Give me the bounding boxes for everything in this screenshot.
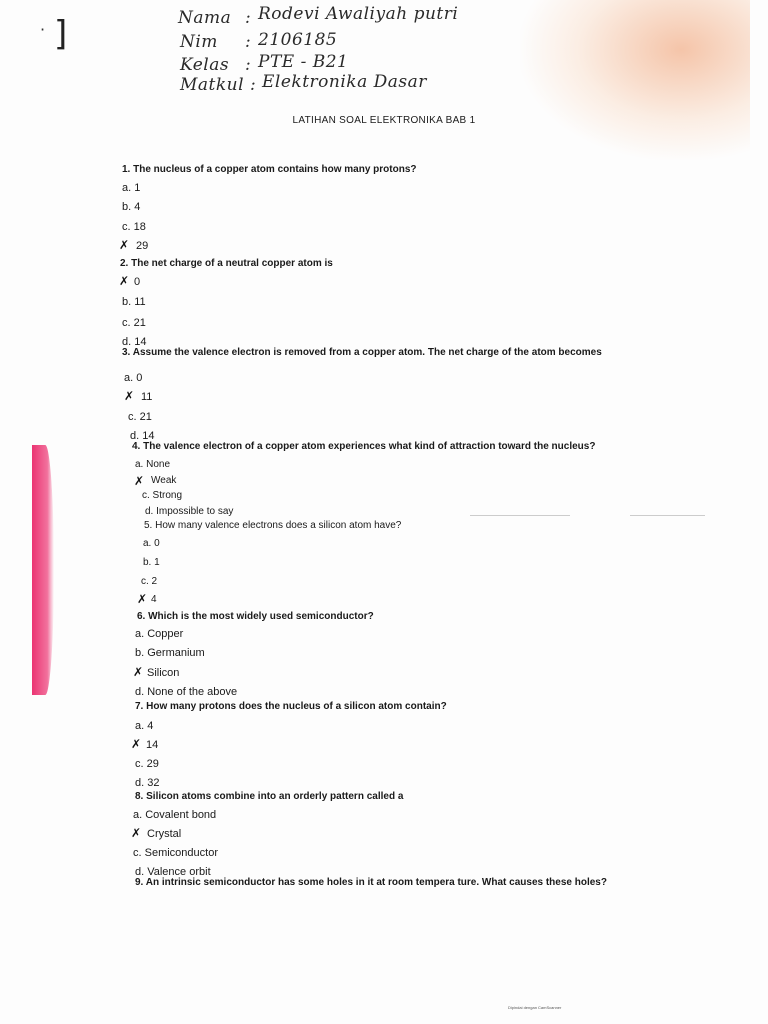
q1-option-c: c. 18 <box>122 221 146 233</box>
answer-cross-mark: ✗ <box>131 737 142 751</box>
q2-option-a: 0 <box>134 276 141 288</box>
kelas-value: PTE - B21 <box>258 52 349 72</box>
q6-option-c: Silicon <box>147 667 180 679</box>
q1-option-d: 29 <box>136 240 149 252</box>
matkul-value: Elektronika Dasar <box>262 72 427 92</box>
question-4: 4. The valence electron of a copper atom experiences what kind of attraction toward the nucleus? <box>132 441 596 452</box>
q7-option-b: 14 <box>146 739 159 751</box>
nama-label: Nama <box>178 8 232 28</box>
question-1: 1. The nucleus of a copper atom contains how many protons? <box>122 164 417 175</box>
q8-option-b: Crystal <box>147 828 182 840</box>
q1-option-a: a. 1 <box>122 182 141 194</box>
q2-option-c: c. 21 <box>122 317 146 329</box>
answer-cross-mark: ✗ <box>131 826 142 840</box>
q4-option-c: c. Strong <box>142 490 183 501</box>
q8-option-a: a. Covalent bond <box>133 809 217 821</box>
answer-cross-mark: ✗ <box>119 274 130 288</box>
faint-scan-line <box>470 515 570 516</box>
paper-stain <box>520 0 750 160</box>
question-5: 5. How many valence electrons does a silicon atom have? <box>144 520 402 531</box>
answer-cross-mark: ✗ <box>133 665 144 679</box>
matkul-label: Matkul <box>180 75 245 95</box>
bracket-mark: ] <box>54 14 68 54</box>
kelas-sep: : <box>245 55 252 75</box>
q8-option-c: c. Semiconductor <box>133 847 218 859</box>
q5-option-b: b. 1 <box>143 557 160 568</box>
stray-dot: · <box>40 20 46 39</box>
question-6: 6. Which is the most widely used semiconductor? <box>137 611 374 622</box>
q4-option-d: d. Impossible to say <box>145 506 234 517</box>
pink-page-edge <box>32 445 54 695</box>
q7-option-d: d. 32 <box>135 777 160 789</box>
scanner-watermark: Dipindai dengan CamScanner <box>508 1005 562 1010</box>
q3-option-a: a. 0 <box>124 372 143 384</box>
q5-option-a: a. 0 <box>143 538 160 549</box>
q8-option-d: d. Valence orbit <box>135 866 211 878</box>
q6-option-b: b. Germanium <box>135 647 205 659</box>
answer-cross-mark: ✗ <box>119 238 130 252</box>
q5-option-d: 4 <box>151 594 157 605</box>
faint-scan-line <box>630 515 705 516</box>
q5-option-c: c. 2 <box>141 576 158 587</box>
q4-option-b: Weak <box>151 475 177 486</box>
q1-option-b: b. 4 <box>122 201 141 213</box>
question-8: 8. Silicon atoms combine into an orderly pattern called a <box>135 791 404 802</box>
q3-option-b: 11 <box>141 391 153 403</box>
kelas-label: Kelas <box>180 55 230 75</box>
q2-option-b: b. 11 <box>122 296 146 308</box>
q3-option-c: c. 21 <box>128 411 152 423</box>
nim-value: 2106185 <box>258 30 338 50</box>
answer-cross-mark: ✗ <box>124 389 135 403</box>
question-7: 7. How many protons does the nucleus of a silicon atom contain? <box>135 701 447 712</box>
question-2: 2. The net charge of a neutral copper atom is <box>120 258 333 269</box>
q3-option-d: d. 14 <box>130 430 155 442</box>
q7-option-a: a. 4 <box>135 720 154 732</box>
nama-value: Rodevi Awaliyah putri <box>258 4 459 24</box>
q2-option-d: d. 14 <box>122 336 147 348</box>
page-title: LATIHAN SOAL ELEKTRONIKA BAB 1 <box>292 115 476 126</box>
q6-option-a: a. Copper <box>135 628 184 640</box>
nim-sep: : <box>245 32 252 52</box>
answer-cross-mark: ✗ <box>137 592 148 606</box>
question-3: 3. Assume the valence electron is removed from a copper atom. The net charge of the atom becomes <box>122 347 602 358</box>
q7-option-c: c. 29 <box>135 758 159 770</box>
nama-sep: : <box>245 8 252 28</box>
answer-cross-mark: ✗ <box>134 474 145 488</box>
q4-option-a: a. None <box>135 459 171 470</box>
matkul-sep: : <box>250 75 257 95</box>
question-9: 9. An intrinsic semiconductor has some holes in it at room tempera ture. What causes these holes? <box>135 877 607 888</box>
q6-option-d: d. None of the above <box>135 686 238 698</box>
nim-label: Nim <box>180 32 218 52</box>
